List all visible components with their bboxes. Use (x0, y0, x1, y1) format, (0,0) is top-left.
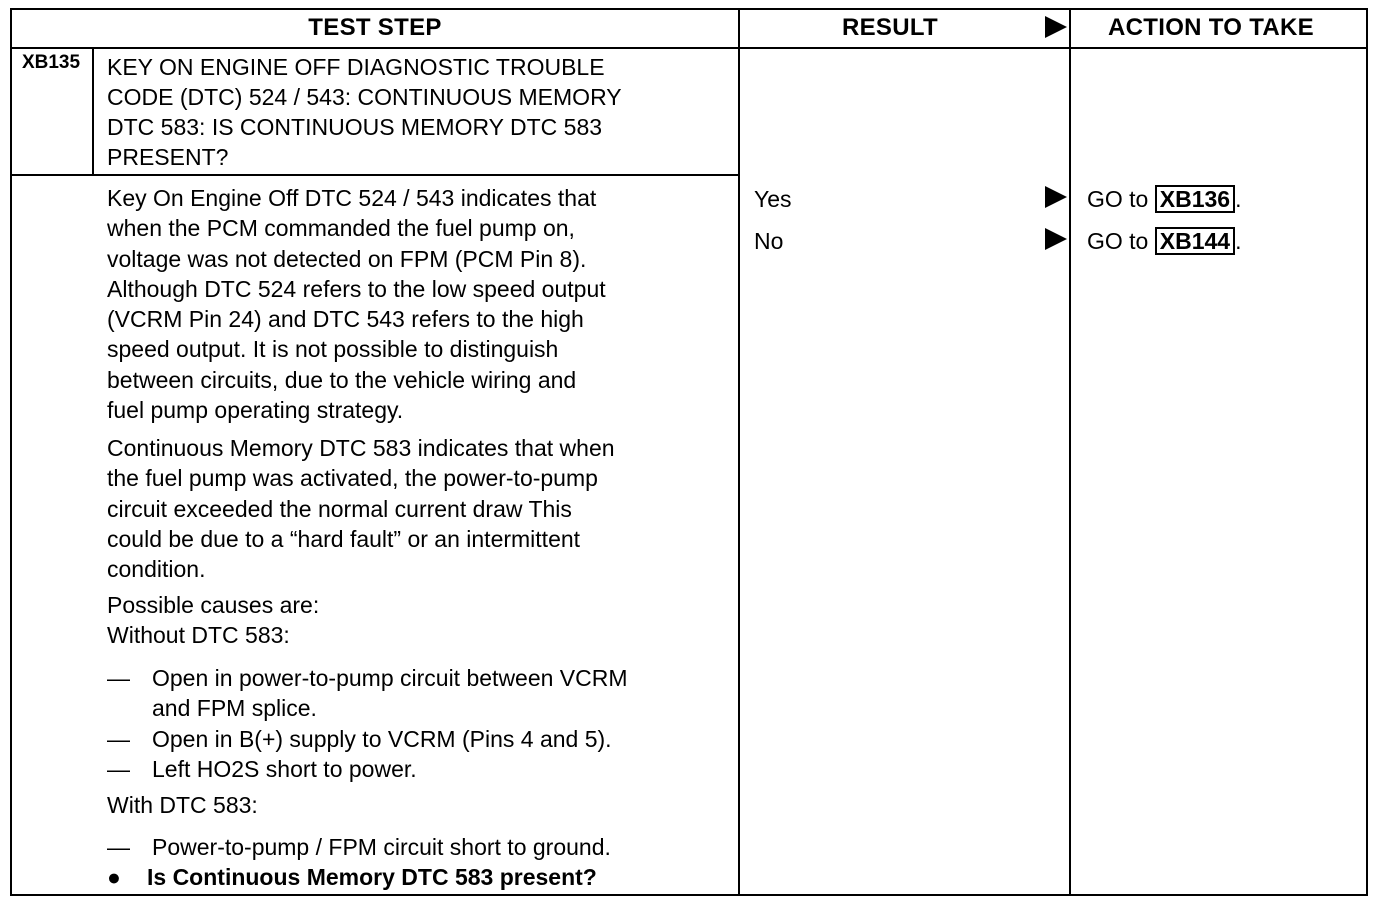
dash-icon: — (107, 756, 130, 782)
result-yes: Yes (754, 186, 792, 212)
column-divider (738, 8, 740, 896)
action-no (1087, 226, 1241, 256)
header-result: RESULT (841, 14, 939, 41)
header-divider (10, 47, 1368, 49)
goto-step-link[interactable]: XB144 (1155, 227, 1235, 255)
cause-item (107, 754, 727, 784)
title-line: CODE (DTC) 524 / 543: CONTINUOUS MEMORY (107, 84, 622, 110)
column-divider (1069, 8, 1071, 896)
text-line: when the PCM commanded the fuel pump on, (107, 215, 575, 242)
causes-intro: Possible causes are: (107, 592, 320, 618)
goto-step-link[interactable]: XB136 (1155, 185, 1235, 213)
text-line: fuel pump operating strategy. (107, 397, 404, 424)
action-yes (1087, 184, 1241, 214)
header-test-step: TEST STEP (308, 14, 442, 41)
result-arrow-icon (1045, 228, 1067, 250)
title-line: KEY ON ENGINE OFF DIAGNOSTIC TROUBLE (107, 54, 605, 80)
action-suffix: . (1235, 186, 1242, 212)
title-line: PRESENT? (107, 144, 229, 170)
text-line: between circuits, due to the vehicle wiring and (107, 366, 577, 393)
action-prefix: GO to (1087, 186, 1149, 212)
text-line: could be due to a “hard fault” or an intermittent (107, 525, 581, 552)
header-action: ACTION TO TAKE (1108, 14, 1314, 41)
header-arrow-icon (1045, 16, 1067, 38)
cause-text: Power-to-pump / FPM circuit short to ground. (152, 834, 611, 860)
question-item (107, 862, 727, 892)
without-dtc-label: Without DTC 583: (107, 622, 290, 648)
cause-item (107, 663, 727, 723)
text-line: speed output. It is not possible to distinguish (107, 336, 559, 363)
text-line: Key On Engine Off DTC 524 / 543 indicates that (107, 185, 597, 211)
question-text: Is Continuous Memory DTC 583 present? (147, 864, 597, 890)
text-line: the fuel pump was activated, the power-to-pump (107, 465, 598, 492)
step-title (107, 52, 737, 172)
text-line: voltage was not detected on FPM (PCM Pin 8). (107, 245, 587, 272)
dash-icon: — (107, 834, 130, 860)
cause-text: Open in power-to-pump circuit between VCRM (152, 665, 628, 691)
cause-item (107, 832, 727, 862)
dash-icon: — (107, 665, 130, 691)
text-line: circuit exceeded the normal current draw This (107, 495, 572, 522)
action-prefix: GO to (1087, 228, 1149, 254)
bullet-icon: ● (107, 864, 121, 890)
title-divider (10, 174, 739, 176)
result-arrow-icon (1045, 186, 1067, 208)
text-line: condition. (107, 556, 206, 583)
text-line: Although DTC 524 refers to the low speed output (107, 275, 606, 302)
step-id: XB135 (21, 52, 81, 73)
continuous-memory-paragraph (107, 433, 732, 584)
text-line: Continuous Memory DTC 583 indicates that when (107, 435, 615, 461)
cause-text: Left HO2S short to power. (152, 756, 417, 782)
cause-text: Open in B(+) supply to VCRM (Pins 4 and 5). (152, 726, 612, 752)
explanation-paragraph (107, 183, 732, 425)
step-id-divider (92, 47, 94, 175)
cause-item (107, 724, 727, 754)
result-no: No (754, 228, 784, 254)
text-line: (VCRM Pin 24) and DTC 543 refers to the high (107, 306, 584, 333)
title-line: DTC 583: IS CONTINUOUS MEMORY DTC 583 (107, 114, 603, 140)
dash-icon: — (107, 726, 130, 752)
action-suffix: . (1235, 228, 1242, 254)
cause-text: and FPM splice. (152, 695, 317, 721)
with-dtc-label: With DTC 583: (107, 792, 258, 818)
